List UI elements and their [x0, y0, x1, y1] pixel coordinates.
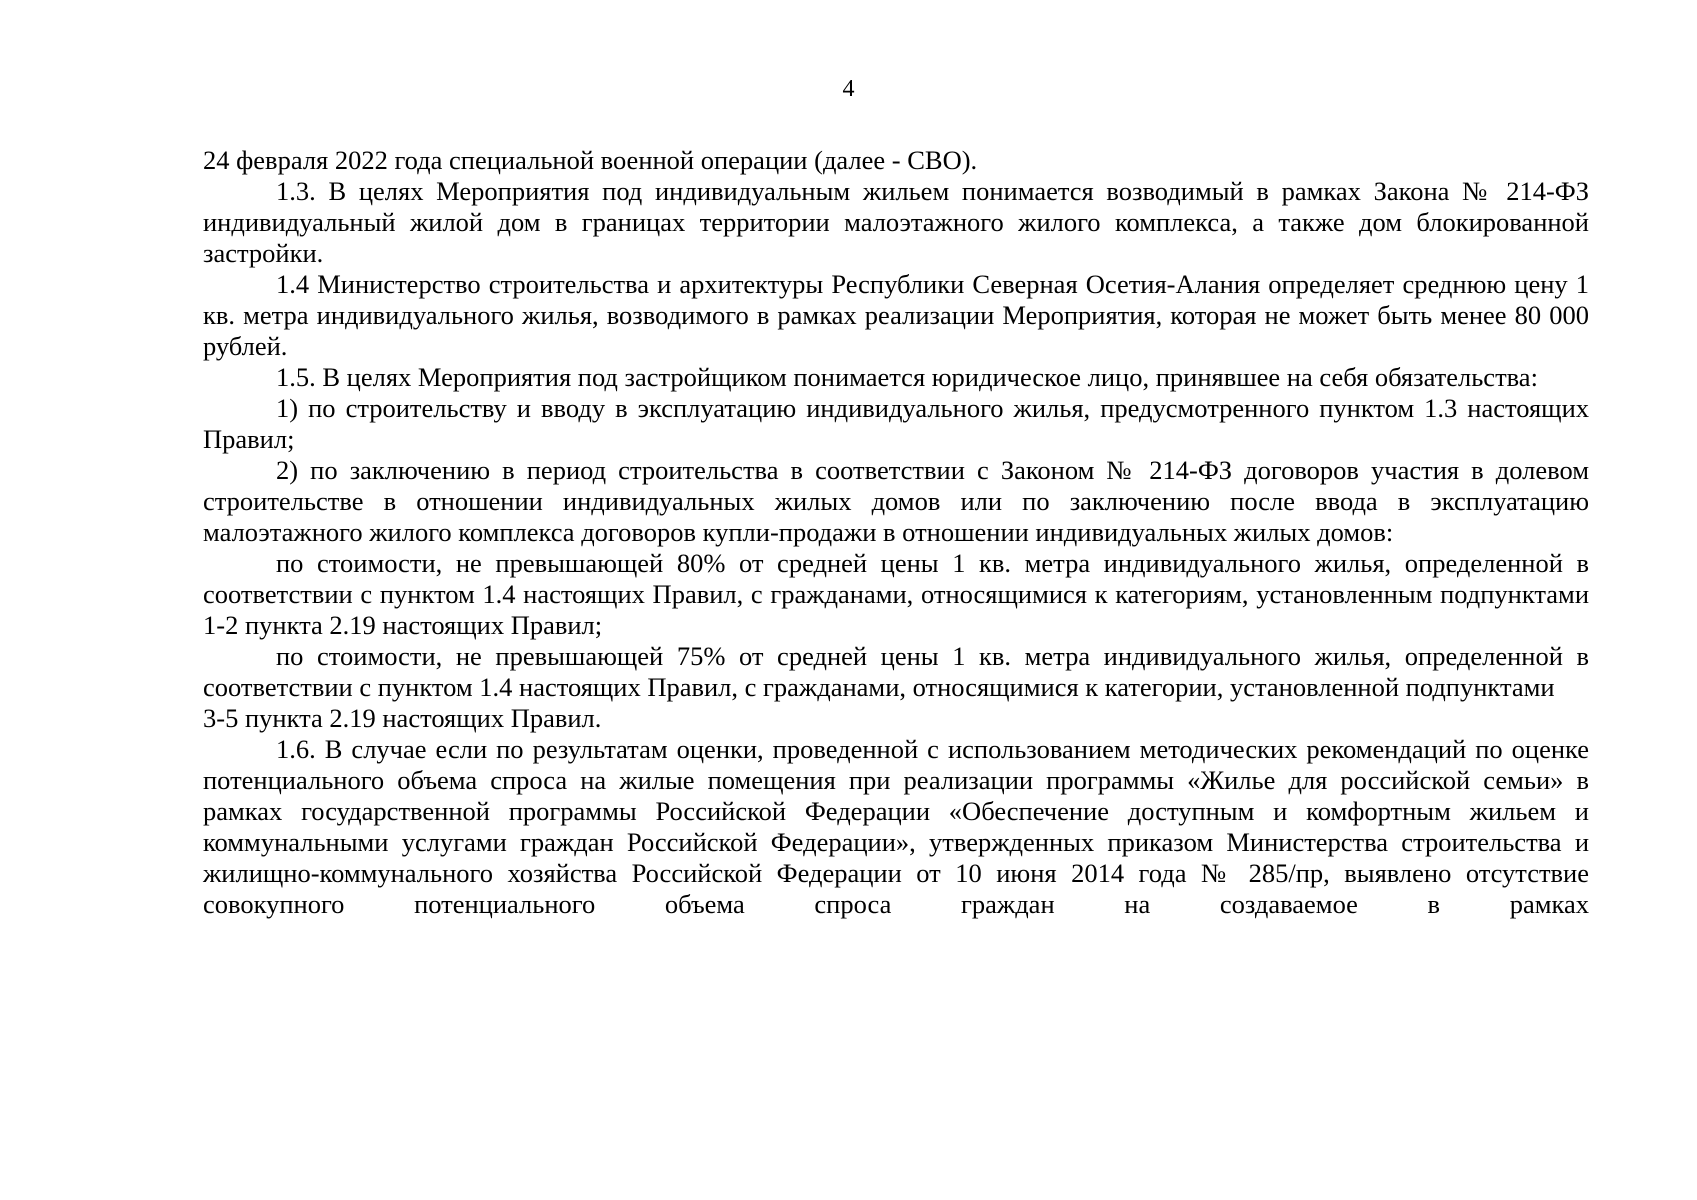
page-number: 4: [842, 76, 855, 102]
paragraph-1-5-item-2: 2) по заключению в период строительства в соответствии с Законом № 214-ФЗ договоров участия в долевом строительстве в отношении индивидуальных жилых домов или по заключению после ввода в эксплуатацию малоэтажного жилого комплекса договоров купли-продажи в отношении индивидуальных жилых домов:: [203, 455, 1589, 547]
document-body: [203, 145, 1589, 920]
paragraph-1-5: 1.5. В целях Мероприятия под застройщиком понимается юридическое лицо, принявшее на себя обязательства:: [276, 362, 1538, 392]
paragraph-price-75-continued: 3-5 пункта 2.19 настоящих Правил.: [203, 703, 602, 733]
paragraph-1-5-item-1: 1) по строительству и вводу в эксплуатацию индивидуального жилья, предусмотренного пунктом 1.3 настоящих Правил;: [203, 393, 1589, 454]
paragraph-1-3: 1.3. В целях Мероприятия под индивидуальным жильем понимается возводимый в рамках Закона № 214-ФЗ индивидуальный жилой дом в границах территории малоэтажного жилого комплекса, а также дом блокированной застройки.: [203, 176, 1589, 268]
paragraph-price-80: по стоимости, не превышающей 80% от средней цены 1 кв. метра индивидуального жилья, определенной в соответствии с пунктом 1.4 настоящих Правил, с гражданами, относящимися к категориям, установленным подпунктами 1-2 пункта 2.19 настоящих Правил;: [203, 548, 1589, 640]
paragraph-1-6: 1.6. В случае если по результатам оценки, проведенной с использованием методических рекомендаций по оценке потенциального объема спроса на жилые помещения при реализации программы «Жилье для российской семьи» в рамках государственной программы Российской Федерации «Обеспечение доступным и комфортным жильем и коммунальными услугами граждан Российской Федерации», утвержденных приказом Министерства строительства и жилищно-коммунального хозяйства Российской Федерации от 10 июня 2014 года № 285/пр, выявлено отсутствие совокупного потенциального объема спроса граждан на создаваемое в рамках: [203, 734, 1589, 919]
paragraph-svo-date: 24 февраля 2022 года специальной военной операции (далее - СВО).: [203, 145, 978, 175]
paragraph-price-75: по стоимости, не превышающей 75% от средней цены 1 кв. метра индивидуального жилья, определенной в соответствии с пунктом 1.4 настоящих Правил, с гражданами, относящимися к категории, установленной подпунктами: [203, 641, 1589, 702]
paragraph-1-4: 1.4 Министерство строительства и архитектуры Республики Северная Осетия-Алания определяет среднюю цену 1 кв. метра индивидуального жилья, возводимого в рамках реализации Мероприятия, которая не может быть менее 80 000 рублей.: [203, 269, 1589, 361]
